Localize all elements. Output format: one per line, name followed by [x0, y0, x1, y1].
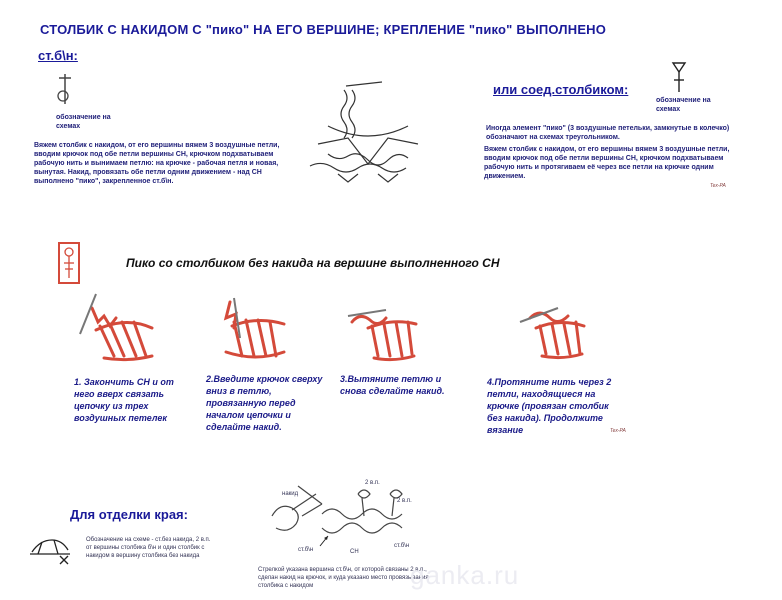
edge-label-vp2: 2 в.п.: [397, 498, 412, 504]
edge-label-start: накид: [282, 491, 299, 497]
step-1-caption: 1. Закончить СН и от него вверх связать цепочку из трех воздушных петелек: [74, 377, 174, 423]
watermark: ganka.ru: [410, 560, 520, 590]
pico-signature: Tex-PA: [610, 428, 626, 434]
step-4-caption: 4.Протяните нить через 2 петли, находящиеся на крючке (провязан столбик без накида). Продолжите вязание: [487, 377, 612, 435]
edge-caption: Стрелкой указана вершина ст.б\н, от которой связаны 2 в.п., сделан накид на крючок, и куда указано место провязывания столбика с накидом: [258, 567, 429, 589]
step-3-illustration: [346, 292, 426, 366]
step-2-illustration: [212, 292, 294, 366]
slip-stitch-symbol-icon: [670, 60, 688, 94]
right-description: Вяжем столбик с накидом, от его вершины вяжем 3 воздушные петли, вводим крючок под обе петли вершины СН, крючком подхватываем рабочую нить и протягиваем её через все петли на крючке одним движением.: [484, 146, 730, 180]
right-signature: Tex-PA: [710, 183, 726, 189]
edge-label-vp1: 2 в.п.: [365, 480, 380, 486]
right-symbol-caption: обозначение на схемах: [656, 97, 711, 113]
left-description: Вяжем столбик с накидом, от его вершины вяжем 3 воздушные петли, вводим крючок под обе петли вершины СН, крючком подхватываем рабочую нить и вынимаем петлю: на крючке - рабочая петля и новая, вынутая. Накид, провязать обе петли одним движением - над СН выполнено "пико", закрепленное ст.б\н.: [34, 142, 280, 185]
page-title: СТОЛБИК С НАКИДОМ С "пико" НА ЕГО ВЕРШИНЕ; КРЕПЛЕНИЕ "пико" ВЫПОЛНЕНО: [40, 22, 607, 37]
sc-stitch-symbol-icon: [55, 70, 75, 108]
step-4-illustration: [516, 292, 596, 366]
edge-symbol-note: Обозначение на схеме - ст.без накида, 2 в.п. от вершины столбика б\н и один столбик с накидом в вершину столбика без накида: [86, 537, 211, 559]
right-section-header: или соед.столбиком:: [493, 82, 629, 97]
edge-label-sn: СН: [350, 549, 359, 555]
edge-symbol-icon: [28, 534, 74, 566]
pico-illustration: [298, 76, 438, 186]
edge-label-sbn1: ст.б\н: [298, 547, 314, 553]
right-note: Иногда элемент "пико" (3 воздушные петельки, замкнутые в колечко) обозначают на схемах треугольником.: [486, 125, 730, 141]
pico-symbol-icon: [62, 246, 76, 280]
pico-section-title: Пико со столбиком без накида на вершине выполненного СН: [126, 256, 500, 270]
left-symbol-caption: обозначение на схемах: [56, 114, 111, 130]
edge-label-sbn2: ст.б\н: [394, 543, 410, 549]
left-section-header: ст.б\н:: [38, 48, 78, 63]
step-3-caption: 3.Вытяните петлю и снова сделайте накид.: [340, 374, 445, 396]
step-2-caption: 2.Введите крючок сверху вниз в петлю, провязанную перед началом цепочки и сделайте накид.: [206, 374, 323, 432]
edge-section-header: Для отделки края:: [70, 507, 188, 522]
step-1-illustration: [76, 290, 166, 366]
